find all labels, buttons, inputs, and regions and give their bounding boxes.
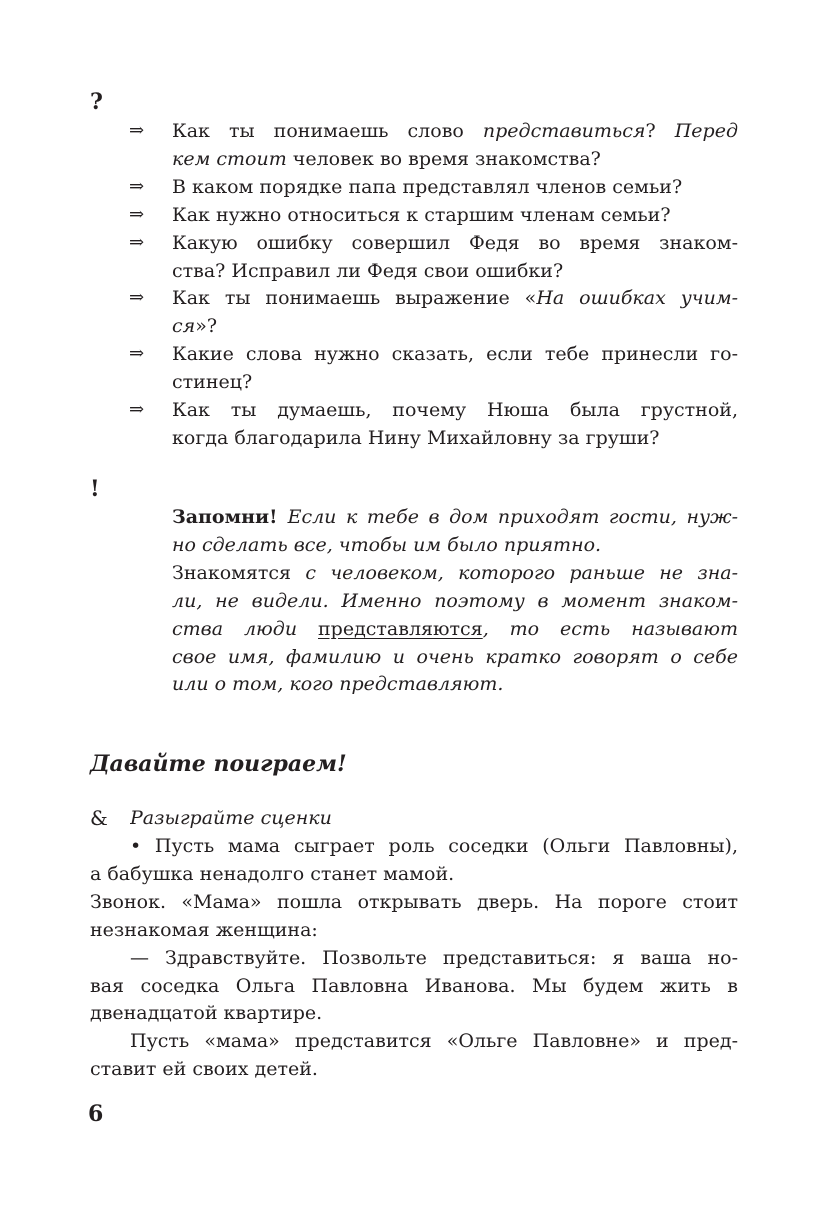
- text-segment: ства люди: [172, 617, 318, 640]
- text-segment: — Здравствуйте. Позвольте представиться: я ваша но-: [130, 946, 738, 969]
- arrow-icon: ⇒: [129, 231, 145, 253]
- text-segment: вая соседка Ольга Павловна Иванова. Мы будем жить в: [90, 974, 738, 997]
- section-heading: Давайте поиграем!: [90, 751, 347, 777]
- question-marker: ?: [90, 89, 103, 115]
- arrow-icon: ⇒: [129, 175, 145, 197]
- text-segment: Знакомятся: [172, 561, 306, 584]
- text-segment: незнакомая женщина:: [90, 918, 318, 941]
- text-segment: представляются: [318, 617, 483, 640]
- text-segment: ли, не видели. Именно поэтому в момент знаком-: [172, 589, 738, 612]
- text-segment: Какую ошибку совершил Федя во время знаком-: [172, 231, 738, 254]
- text-segment: стинец?: [172, 371, 253, 394]
- text-segment: кем стоит: [172, 147, 287, 170]
- question-line: [172, 173, 738, 201]
- text-segment: • Пусть мама сыграет роль соседки (Ольги Павловны),: [130, 835, 738, 857]
- remember-line: [172, 587, 738, 615]
- text-segment: а бабушка ненадолго станет мамой.: [90, 862, 455, 885]
- remember-line: [172, 503, 738, 531]
- question-line: [172, 368, 738, 396]
- text-segment: ся: [172, 315, 196, 338]
- game-line: [90, 999, 738, 1027]
- text-segment: Как ты понимаешь слово: [172, 120, 483, 142]
- page-number: 6: [88, 1101, 104, 1127]
- text-segment: двенадцатой квартире.: [90, 1002, 323, 1025]
- question-line: [172, 312, 738, 340]
- game-line: [90, 972, 738, 1000]
- question-line: [172, 145, 738, 173]
- text-segment: , то есть называют: [482, 617, 738, 640]
- text-segment: свое имя, фамилию и очень кратко говорят о себе: [172, 645, 738, 668]
- question-line: [172, 229, 738, 257]
- question-line: [172, 284, 738, 312]
- text-segment: Звонок. «Мама» пошла открывать дверь. На пороге стоит: [90, 890, 738, 913]
- text-segment: На ошибках учим-: [536, 287, 738, 310]
- remember-line: [172, 670, 738, 698]
- text-segment: ставит ей своих детей.: [90, 1058, 318, 1081]
- text-segment: Если к тебе в дом приходят гости, нуж-: [287, 506, 738, 528]
- text-segment: Как нужно относиться к старшим членам семьи?: [172, 203, 671, 226]
- game-line: [130, 944, 738, 972]
- text-segment: когда благодарила Нину Михайловну за груши?: [172, 426, 660, 449]
- arrow-icon: ⇒: [129, 287, 145, 309]
- game-marker: &: [90, 806, 108, 830]
- game-task: Разыграйте сценки: [130, 807, 332, 829]
- text-segment: Пусть «мама» представится «Ольге Павловне» и пред-: [130, 1030, 738, 1053]
- text-segment: ?: [645, 120, 675, 142]
- text-segment: Запомни!: [172, 506, 288, 528]
- remember-line: [172, 559, 738, 587]
- arrow-icon: ⇒: [129, 399, 145, 420]
- arrow-icon: ⇒: [129, 203, 145, 225]
- text-segment: но сделать все, чтобы им было приятно.: [172, 533, 602, 556]
- question-line: [172, 424, 738, 452]
- game-line: [130, 832, 738, 860]
- text-segment: или о том, кого представляют.: [172, 673, 504, 696]
- remember-line: [172, 643, 738, 671]
- question-line: [172, 396, 738, 424]
- question-line: [172, 340, 738, 368]
- remember-line: [172, 615, 738, 643]
- text-segment: ства? Исправил ли Федя свои ошибки?: [172, 259, 564, 282]
- arrow-icon: ⇒: [129, 120, 145, 141]
- text-segment: человек во время знакомства?: [286, 147, 601, 170]
- text-segment: с человеком, которого раньше не зна-: [305, 561, 738, 584]
- question-line: [172, 201, 738, 229]
- remember-marker: !: [90, 476, 100, 502]
- text-segment: Как ты понимаешь выражение «: [172, 287, 537, 310]
- game-line: [90, 860, 738, 888]
- text-segment: В каком порядке папа представлял членов семьи?: [172, 175, 683, 198]
- question-line: [172, 117, 738, 145]
- game-line: [90, 916, 738, 944]
- text-segment: »?: [195, 315, 218, 338]
- arrow-icon: ⇒: [129, 343, 145, 365]
- game-line: [90, 888, 738, 916]
- text-segment: Как ты думаешь, почему Нюша была грустной,: [172, 399, 738, 421]
- game-line: [90, 1055, 738, 1083]
- game-line: [130, 1027, 738, 1055]
- question-line: [172, 257, 738, 285]
- remember-line: [172, 531, 738, 559]
- text-segment: Какие слова нужно сказать, если тебе принесли го-: [172, 343, 738, 366]
- text-segment: представиться: [482, 120, 646, 142]
- text-segment: Перед: [674, 120, 738, 142]
